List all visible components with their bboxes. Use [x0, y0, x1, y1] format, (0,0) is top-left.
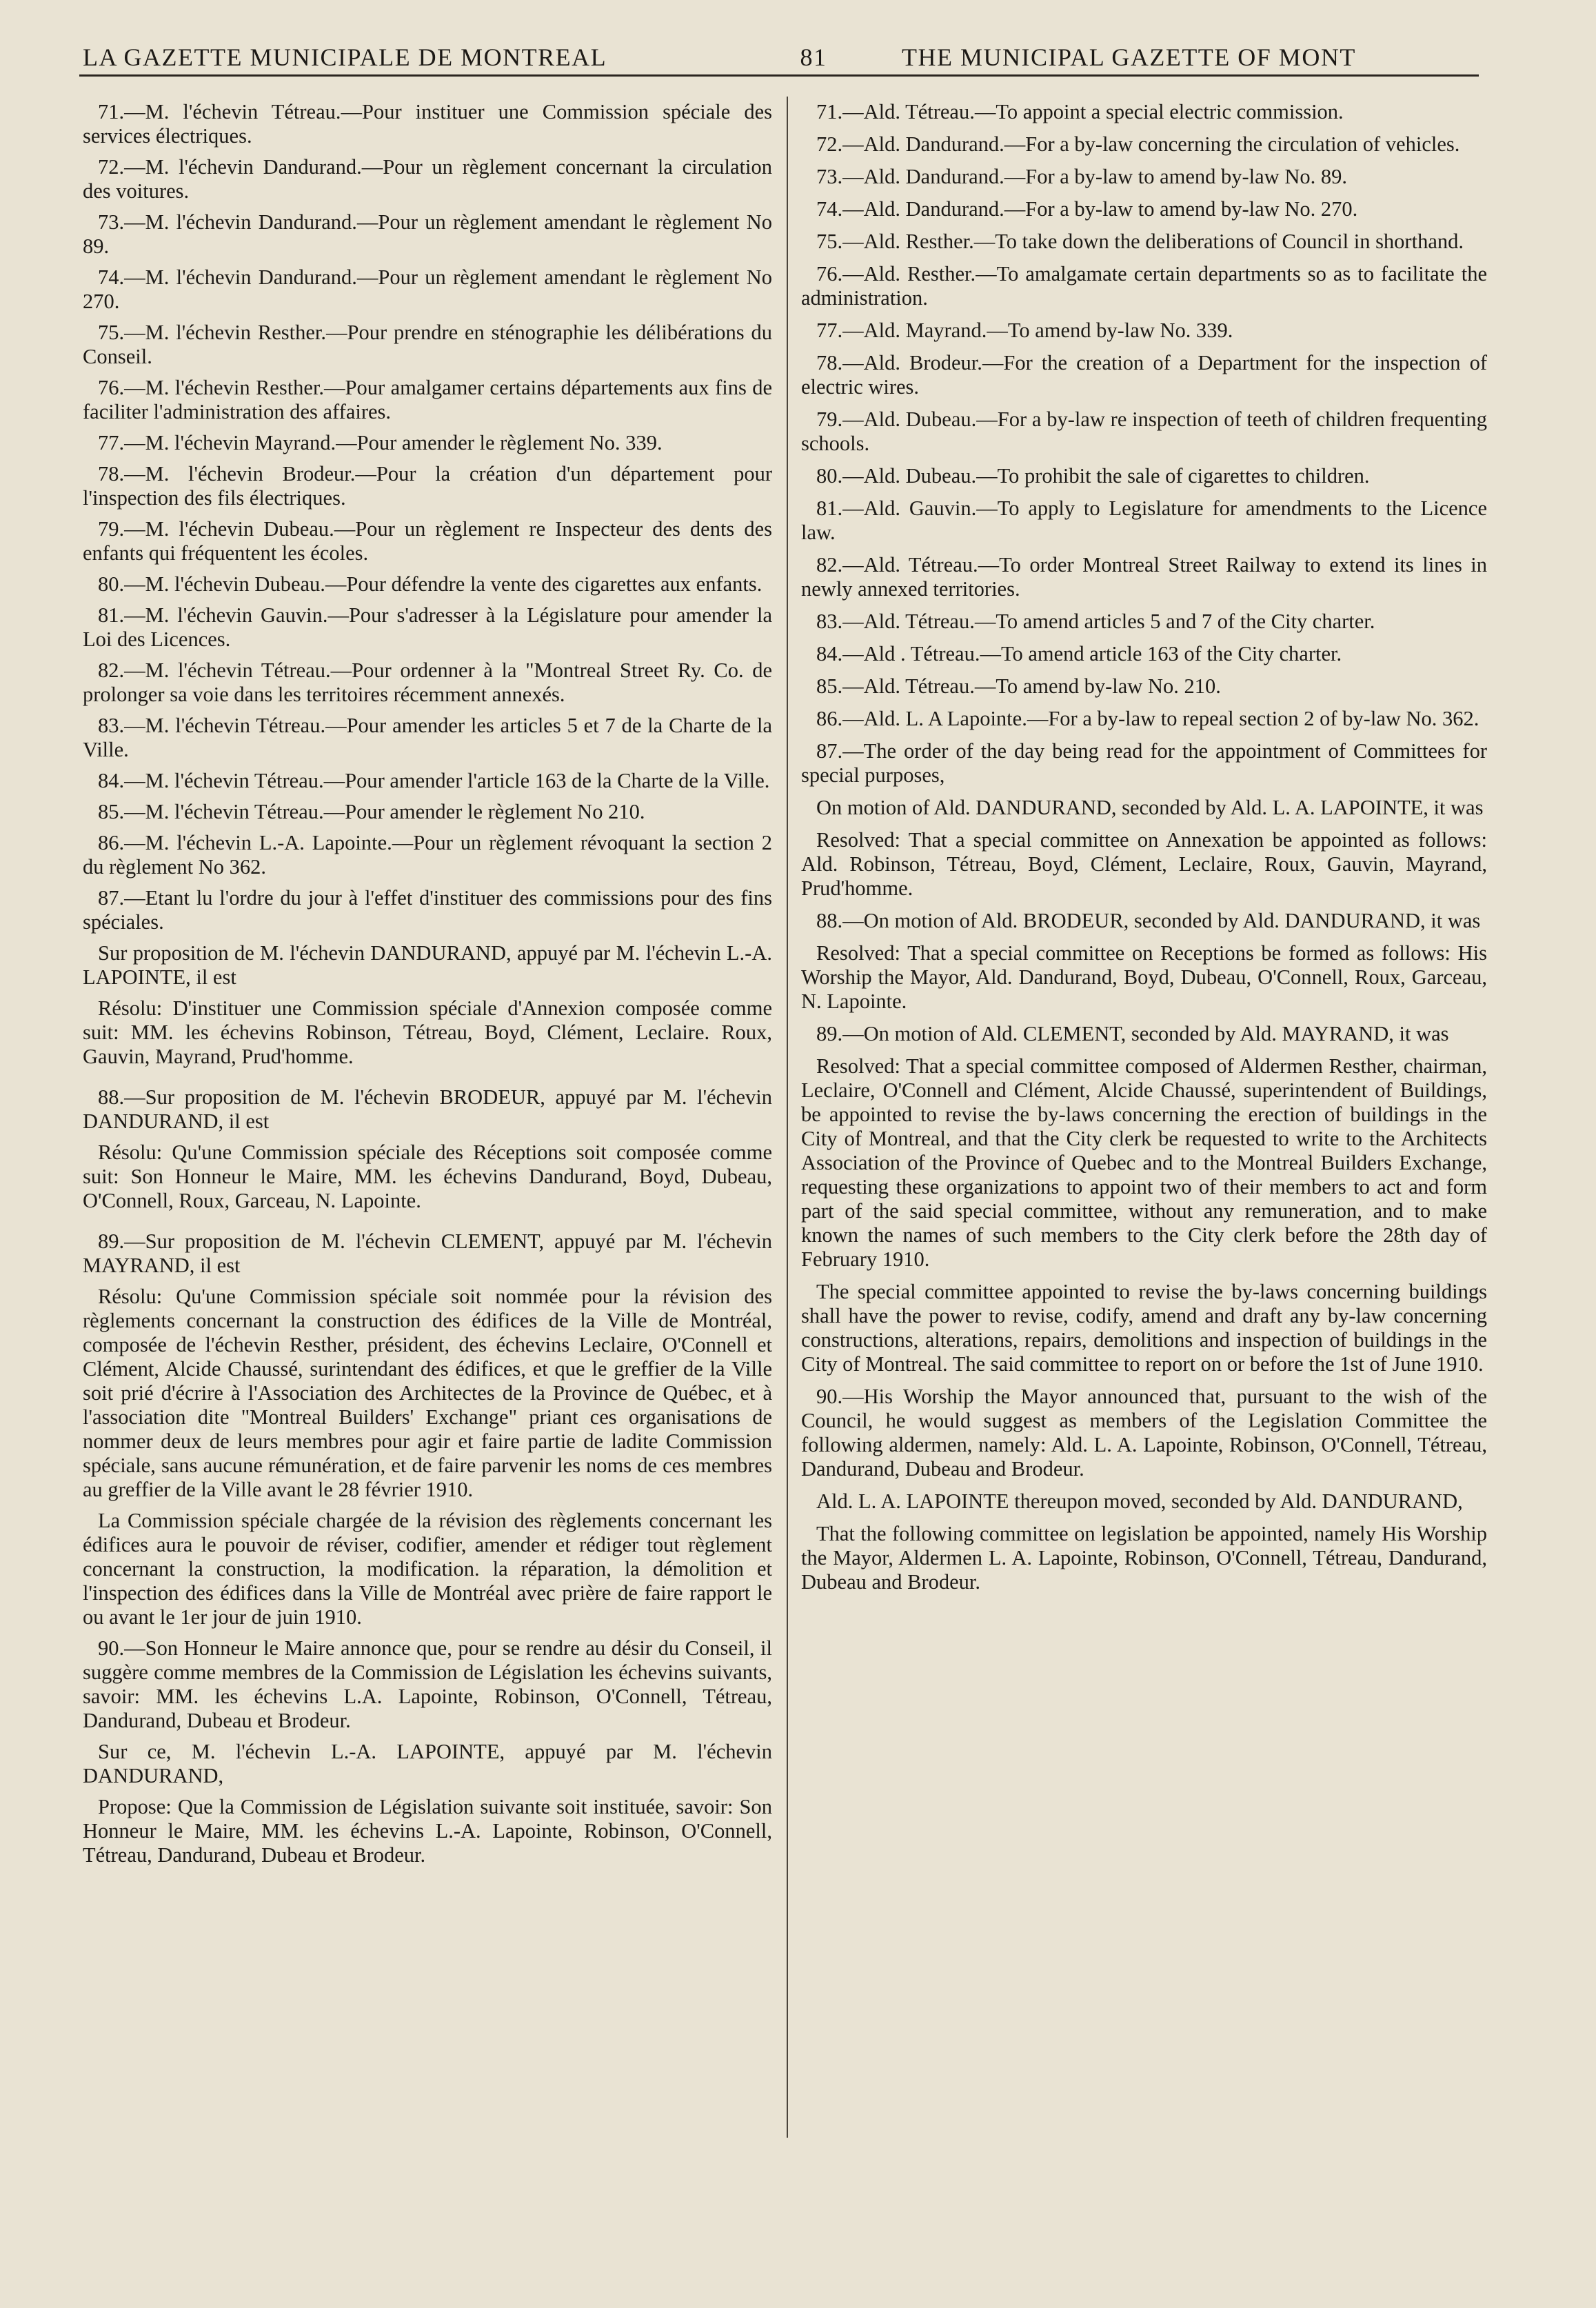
paragraph: 89.—On motion of Ald. CLEMENT, seconded by Ald. MAYRAND, it was: [816, 1022, 1449, 1045]
paragraph: The special committee appointed to revise the by-laws concerning buildings shall have the power to revise, codify, amend and draft any by-law concerning constructions, alterations, repairs, demolitions and inspection of buildings in the City of Montreal. The said committee to report on or before the 1st of June 1910.: [801, 1280, 1487, 1376]
paragraph: 72.—Ald. Dandurand.—For a by-law concerning the circulation of vehicles.: [816, 132, 1460, 156]
paragraph: 75.—M. l'échevin Resther.—Pour prendre en sténographie les délibérations du Conseil.: [83, 321, 772, 368]
header-title-en: THE MUNICIPAL GAZETTE OF MONT: [902, 43, 1356, 71]
paragraph: 74.—Ald. Dandurand.—For a by-law to amend by-law No. 270.: [816, 197, 1358, 221]
paragraph: 89.—Sur proposition de M. l'échevin CLEMENT, appuyé par M. l'échevin MAYRAND, il est: [83, 1230, 772, 1277]
paragraph: Résolu: Qu'une Commission spéciale soit nommée pour la révision des règlements concernant la construction des édifices de la Ville de Montréal, composée de l'échevin Resther, président, des échevins Leclaire, O'Connell et Clément, Alcide Chaussé, surintendant des édifices, et que le greffier de la Ville soit prié d'écrire à l'Association des Architectes de la Province de Québec, et à l'association dite "Montreal Builders' Exchange" priant ces organisations de nommer deux de leurs membres pour agir et faire partie de ladite Commission spéciale, sans aucune rémunération, et de faire parvenir les noms de ces membres au greffier de la Ville avant le 28 février 1910.: [83, 1285, 772, 1501]
paragraph: 87.—Etant lu l'ordre du jour à l'effet d'instituer des commissions pour des fins spéciales.: [83, 886, 772, 934]
paragraph: 85.—M. l'échevin Tétreau.—Pour amender le règlement No 210.: [98, 800, 645, 823]
paragraph: 82.—M. l'échevin Tétreau.—Pour ordenner à la "Montreal Street Ry. Co. de prolonger sa voie dans les territoires récemment annexés.: [83, 659, 772, 706]
paragraph: 76.—M. l'échevin Resther.—Pour amalgamer certains départements aux fins de faciliter l'administration des affaires.: [83, 376, 772, 423]
paragraph: 81.—M. l'échevin Gauvin.—Pour s'adresser à la Législature pour amender la Loi des Licences.: [83, 603, 772, 651]
paragraph: 85.—Ald. Tétreau.—To amend by-law No. 210.: [816, 674, 1221, 698]
paragraph: 74.—M. l'échevin Dandurand.—Pour un règlement amendant le règlement No 270.: [83, 265, 772, 313]
paragraph: 80.—M. l'échevin Dubeau.—Pour défendre la vente des cigarettes aux enfants.: [98, 572, 762, 596]
paragraph: 77.—M. l'échevin Mayrand.—Pour amender le règlement No. 339.: [98, 431, 663, 454]
column-divider: [787, 97, 788, 2138]
paragraph: 73.—Ald. Dandurand.—For a by-law to amend by-law No. 89.: [816, 165, 1347, 188]
paragraph: 81.—Ald. Gauvin.—To apply to Legislature for amendments to the Licence law.: [801, 496, 1487, 544]
paragraph: Resolved: That a special committee on Receptions be formed as follows: His Worship the Mayor, Ald. Dandurand, Boyd, Dubeau, O'Connell, Roux, Garceau, N. Lapointe.: [801, 941, 1487, 1013]
header-rule: [79, 74, 1479, 77]
paragraph: 77.—Ald. Mayrand.—To amend by-law No. 339.: [816, 319, 1233, 342]
page-number: 81: [800, 43, 827, 71]
paragraph: That the following committee on legislation be appointed, namely His Worship the Mayor, Aldermen L. A. Lapointe, Robinson, O'Connell, Tétreau, Dandurand, Dubeau and Brodeur.: [801, 1522, 1487, 1594]
paragraph: 79.—M. l'échevin Dubeau.—Pour un règlement re Inspecteur des dents des enfants qui fréquentent les écoles.: [83, 517, 772, 565]
french-column: [83, 100, 772, 1874]
paragraph: 88.—On motion of Ald. BRODEUR, seconded by Ald. DANDURAND, it was: [816, 909, 1481, 932]
paragraph: Résolu: Qu'une Commission spéciale des Réceptions soit composée comme suit: Son Honneur le Maire, MM. les échevins Dandurand, Boyd, Dubeau, O'Connell, Roux, Garceau, N. Lapointe.: [83, 1141, 772, 1212]
paragraph: 84.—M. l'échevin Tétreau.—Pour amender l'article 163 de la Charte de la Ville.: [98, 769, 770, 792]
paragraph: 80.—Ald. Dubeau.—To prohibit the sale of cigarettes to children.: [816, 464, 1370, 488]
paragraph: 76.—Ald. Resther.—To amalgamate certain departments so as to facilitate the administration.: [801, 262, 1487, 310]
paragraph: 90.—His Worship the Mayor announced that, pursuant to the wish of the Council, he would suggest as members of the Legislation Committee the following aldermen, namely: Ald. L. A. Lapointe, Robinson, O'Connell, Tétreau, Dandurand, Dubeau and Brodeur.: [801, 1385, 1487, 1481]
header-title-fr: LA GAZETTE MUNICIPALE DE MONTREAL: [83, 43, 607, 71]
english-column: [801, 100, 1487, 1603]
paragraph: 86.—Ald. L. A Lapointe.—For a by-law to repeal section 2 of by-law No. 362.: [816, 707, 1479, 730]
paragraph: 73.—M. l'échevin Dandurand.—Pour un règlement amendant le règlement No 89.: [83, 210, 772, 258]
paragraph: On motion of Ald. DANDURAND, seconded by Ald. L. A. LAPOINTE, it was: [816, 796, 1484, 819]
paragraph: 88.—Sur proposition de M. l'échevin BRODEUR, appuyé par M. l'échevin DANDURAND, il est: [83, 1085, 772, 1133]
paragraph: 78.—Ald. Brodeur.—For the creation of a Department for the inspection of electric wires.: [801, 351, 1487, 399]
paragraph: 72.—M. l'échevin Dandurand.—Pour un règlement concernant la circulation des voitures.: [83, 155, 772, 203]
paragraph: Propose: Que la Commission de Législation suivante soit instituée, savoir: Son Honneur le Maire, MM. les échevins L.-A. Lapointe, Robinson, O'Connell, Tétreau, Dandurand, Dubeau et Brodeur.: [83, 1795, 772, 1867]
paragraph: Sur ce, M. l'échevin L.-A. LAPOINTE, appuyé par M. l'échevin DANDURAND,: [83, 1740, 772, 1787]
paragraph: 87.—The order of the day being read for the appointment of Committees for special purposes,: [801, 739, 1487, 787]
page-header: [76, 36, 1482, 77]
paragraph: 86.—M. l'échevin L.-A. Lapointe.—Pour un règlement révoquant la section 2 du règlement No 362.: [83, 831, 772, 879]
paragraph: Sur proposition de M. l'échevin DANDURAND, appuyé par M. l'échevin L.-A. LAPOINTE, il est: [83, 941, 772, 989]
paragraph: 79.—Ald. Dubeau.—For a by-law re inspection of teeth of children frequenting schools.: [801, 408, 1487, 455]
paragraph: Résolu: D'instituer une Commission spéciale d'Annexion composée comme suit: MM. les échevins Robinson, Tétreau, Boyd, Clément, Leclaire. Roux, Gauvin, Mayrand, Prud'homme.: [83, 996, 772, 1068]
paragraph: 71.—Ald. Tétreau.—To appoint a special electric commission.: [816, 100, 1344, 123]
paragraph: 71.—M. l'échevin Tétreau.—Pour instituer une Commission spéciale des services électriques.: [83, 100, 772, 148]
paragraph: 83.—Ald. Tétreau.—To amend articles 5 and 7 of the City charter.: [816, 610, 1375, 633]
paragraph: 75.—Ald. Resther.—To take down the deliberations of Council in shorthand.: [816, 230, 1464, 253]
paragraph: Resolved: That a special committee composed of Aldermen Resther, chairman, Leclaire, O'Connell and Clément, Alcide Chaussé, superintendent of Buildings, be appointed to revise the by-laws concerning the erection of buildings in the City of Montreal, and that the City clerk be requested to write to the Architects Association of the Province of Quebec and to the Montreal Builders Exchange, requesting these organizations to appoint two of their members to act and form part of the said special committee, without any remuneration, and to make known the names of such members to the City clerk before the 28th day of February 1910.: [801, 1054, 1487, 1271]
paragraph: Ald. L. A. LAPOINTE thereupon moved, seconded by Ald. DANDURAND,: [816, 1489, 1463, 1513]
paragraph: Resolved: That a special committee on Annexation be appointed as follows: Ald. Robinson, Tétreau, Boyd, Clément, Leclaire, Roux, Gauvin, Mayrand, Prud'homme.: [801, 828, 1487, 900]
paragraph: 84.—Ald . Tétreau.—To amend article 163 of the City charter.: [816, 642, 1342, 665]
paragraph: 78.—M. l'échevin Brodeur.—Pour la création d'un département pour l'inspection des fils électriques.: [83, 462, 772, 510]
paragraph: La Commission spéciale chargée de la révision des règlements concernant les édifices aura le pouvoir de réviser, codifier, amender et rédiger tout règlement concernant la construction, la modification. la réparation, la démolition et l'inspection des édifices dans la Ville de Montréal avec prière de faire rapport le ou avant le 1er jour de juin 1910.: [83, 1509, 772, 1629]
paragraph: 82.—Ald. Tétreau.—To order Montreal Street Railway to extend its lines in newly annexed territories.: [801, 553, 1487, 601]
paragraph: 90.—Son Honneur le Maire annonce que, pour se rendre au désir du Conseil, il suggère comme membres de la Commission de Législation les échevins suivants, savoir: MM. les échevins L.A. Lapointe, Robinson, O'Connell, Tétreau, Dandurand, Dubeau et Brodeur.: [83, 1636, 772, 1732]
paragraph: 83.—M. l'échevin Tétreau.—Pour amender les articles 5 et 7 de la Charte de la Ville.: [83, 714, 772, 761]
